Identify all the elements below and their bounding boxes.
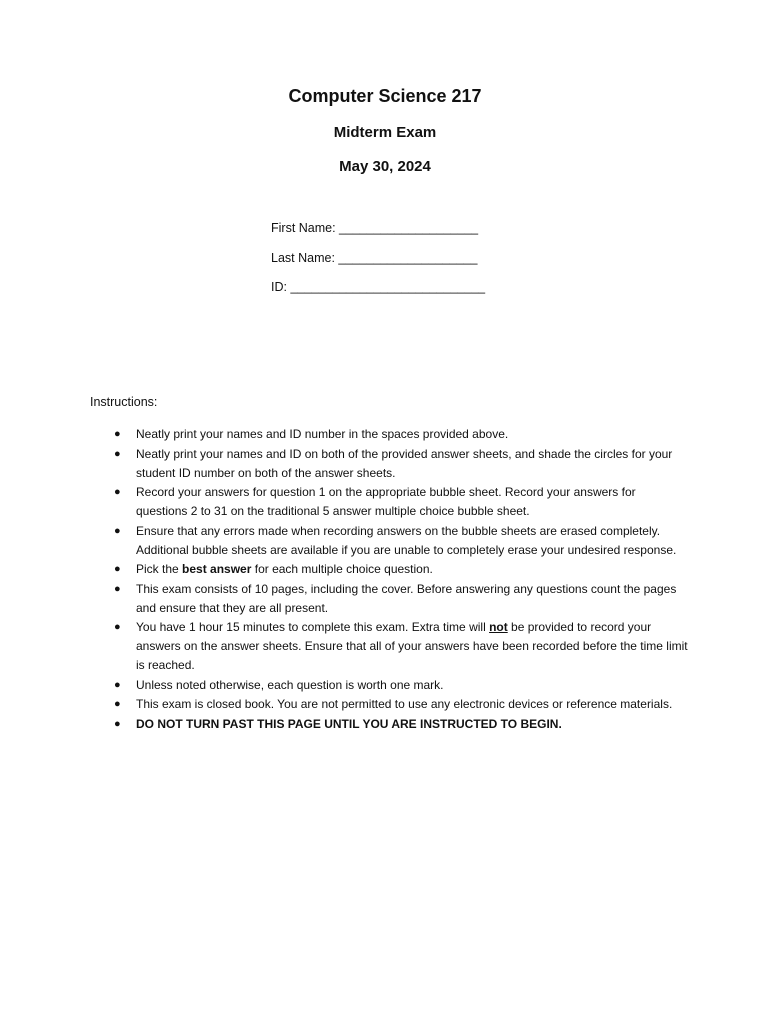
id-field: ID: ____________________________ [271,280,486,294]
instruction-item [108,715,688,734]
instruction-item [108,618,688,675]
bullet-icon: ● [114,678,121,691]
instruction-text-post: for each multiple choice question. [251,562,433,576]
last-name-field: Last Name: ____________________ [271,250,478,265]
instruction-text: Ensure that any errors made when recording answers on the bubble sheets are erased completely. Additional bubble sheets are available if you are unable to completely erase your undesired response. [136,523,677,557]
bullet-icon: ● [114,717,121,730]
instruction-text: Record your answers for question 1 on the appropriate bubble sheet. Record your answers for questions 2 to 31 on the traditional 5 answer multiple choice bubble sheet. [136,485,636,518]
bullet-icon: ● [114,428,121,440]
instruction-item [108,522,688,560]
bullet-icon: ● [114,486,121,498]
instruction-text-warning: DO NOT TURN PAST THIS PAGE UNTIL YOU ARE INSTRUCTED TO BEGIN. [136,716,562,731]
bullet-icon: ● [114,447,121,460]
student-info-fields [271,220,485,309]
exam-subtitle: Midterm Exam [333,124,437,141]
instruction-item [108,676,688,695]
instruction-text: Unless noted otherwise, each question is worth one mark. [136,677,444,692]
instruction-item [108,445,688,483]
instruction-text-bold: best answer [182,562,252,576]
instruction-list [108,425,688,734]
exam-title: Computer Science 217 [288,86,482,106]
instruction-text-post: be provided to record your answers on the answer sheets. Ensure that all of your answers have been recorded before the time limit is reached. [136,620,688,672]
instruction-text-emphasis: not [489,620,508,634]
instruction-item [108,425,688,444]
bullet-icon: ● [114,582,121,595]
instruction-item [108,695,688,714]
instruction-text-pre: You have 1 hour 15 minutes to complete this exam. Extra time will [136,620,490,634]
bullet-icon: ● [114,698,121,710]
exam-date: May 30, 2024 [339,158,431,175]
bullet-icon: ● [114,621,121,633]
instruction-item [108,560,688,579]
instructions-heading: Instructions: [90,395,158,409]
instruction-text: This exam consists of 10 pages, including the cover. Before answering any questions count the pages and ensure that they are all present. [136,581,677,615]
bullet-icon: ● [114,563,121,575]
instruction-item [108,483,688,521]
first-name-field: First Name: ____________________ [271,221,479,235]
instruction-text: Neatly print your names and ID number in the spaces provided above. [136,427,509,441]
instruction-text: Neatly print your names and ID on both of the provided answer sheets, and shade the circles for your student ID number on both of the answer sheets. [136,446,673,480]
instruction-text: This exam is closed book. You are not permitted to use any electronic devices or reference materials. [136,697,673,711]
bullet-icon: ● [114,524,121,537]
instruction-text-pre: Pick the [136,562,183,576]
instruction-item [108,580,688,618]
